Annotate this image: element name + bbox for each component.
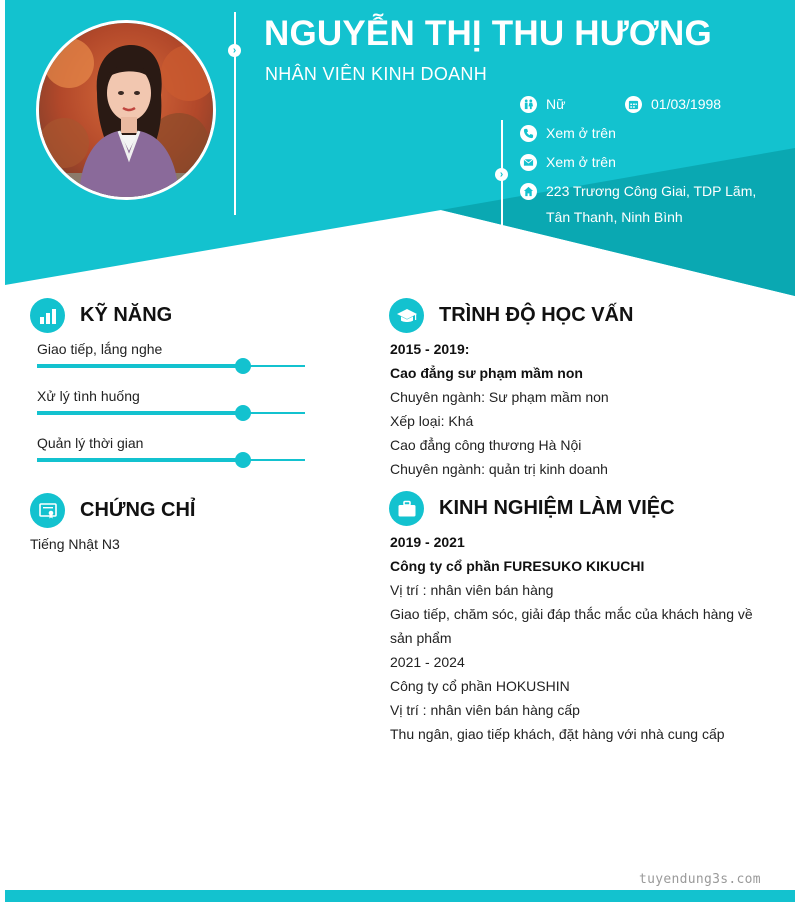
experience-position: Vị trí : nhân viên bán hàng cấp — [390, 702, 580, 718]
watermark: tuyendung3s.com — [639, 872, 761, 887]
birthday-row — [625, 96, 721, 117]
phone-value: Xem ở trên — [546, 125, 616, 141]
phone-icon — [520, 125, 537, 142]
home-icon — [520, 183, 537, 200]
email-row — [520, 154, 616, 175]
experience-position: Vị trí : nhân viên bán hàng — [390, 582, 554, 598]
experience-company: Công ty cổ phần HOKUSHIN — [390, 678, 570, 694]
skill-knob — [235, 405, 251, 421]
skill-label: Giao tiếp, lắng nghe — [37, 341, 163, 357]
skill-item — [37, 341, 305, 367]
education-line: Chuyên ngành: quản trị kinh doanh — [390, 461, 608, 477]
skill-fill — [37, 364, 243, 368]
certificates-title: CHỨNG CHỈ — [80, 499, 196, 521]
certificate-icon — [30, 493, 65, 528]
skill-bar — [37, 459, 305, 461]
experience-description: Thu ngân, giao tiếp khách, đặt hàng với nhà cung cấp — [390, 726, 725, 742]
education-line: Xếp loại: Khá — [390, 413, 474, 429]
skill-bar — [37, 412, 305, 414]
footer-bar — [5, 890, 795, 902]
skill-knob — [235, 358, 251, 374]
chevron-right-icon: › — [228, 44, 241, 57]
certificate-item: Tiếng Nhật N3 — [30, 536, 120, 552]
experience-period: 2019 - 2021 — [390, 534, 465, 550]
address-row — [520, 183, 775, 230]
experience-heading — [389, 491, 675, 526]
education-period: 2015 - 2019: — [390, 341, 470, 357]
skill-fill — [37, 411, 243, 415]
skill-knob — [235, 452, 251, 468]
address-value: 223 Trương Công Giai, TDP Lãm, Tân Thanh, Ninh Bình — [546, 183, 757, 225]
education-title: TRÌNH ĐỘ HỌC VẤN — [439, 304, 634, 326]
skills-heading — [30, 298, 172, 333]
header-divider — [234, 12, 236, 215]
birthday-value: 01/03/1998 — [651, 96, 722, 112]
certificates-heading — [30, 493, 195, 528]
gender-value: Nữ — [546, 96, 566, 112]
cv-page — [5, 0, 795, 902]
gender-icon — [520, 96, 537, 113]
experience-period: 2021 - 2024 — [390, 654, 465, 670]
experience-title: KINH NGHIỆM LÀM VIỆC — [439, 497, 675, 519]
skill-label: Quản lý thời gian — [37, 435, 144, 451]
education-school: Cao đẳng sư phạm mầm non — [390, 365, 583, 381]
education-line: Chuyên ngành: Sư phạm mầm non — [390, 389, 609, 405]
gender-row — [520, 96, 565, 117]
experience-company: Công ty cổ phần FURESUKO KIKUCHI — [390, 558, 645, 574]
experience-content — [390, 530, 775, 746]
envelope-icon — [520, 154, 537, 171]
experience-description: Giao tiếp, chăm sóc, giải đáp thắc mắc của khách hàng về sản phẩm — [390, 606, 753, 646]
email-value: Xem ở trên — [546, 154, 616, 170]
skill-item — [37, 435, 305, 461]
education-line: Cao đẳng công thương Hà Nội — [390, 437, 582, 453]
skills-title: KỸ NĂNG — [80, 304, 173, 326]
candidate-name: NGUYỄN THỊ THU HƯƠNG — [264, 14, 712, 53]
candidate-role: NHÂN VIÊN KINH DOANH — [265, 64, 488, 84]
skill-label: Xử lý tình huống — [37, 388, 140, 404]
skill-fill — [37, 458, 243, 462]
calendar-icon — [625, 96, 642, 113]
bar-chart-icon — [30, 298, 65, 333]
graduation-cap-icon — [389, 298, 424, 333]
chevron-right-icon: › — [495, 168, 508, 181]
phone-row — [520, 125, 616, 146]
skill-item — [37, 388, 305, 414]
education-heading — [389, 298, 633, 333]
avatar — [36, 20, 216, 200]
briefcase-icon — [389, 491, 424, 526]
skill-bar — [37, 365, 305, 367]
